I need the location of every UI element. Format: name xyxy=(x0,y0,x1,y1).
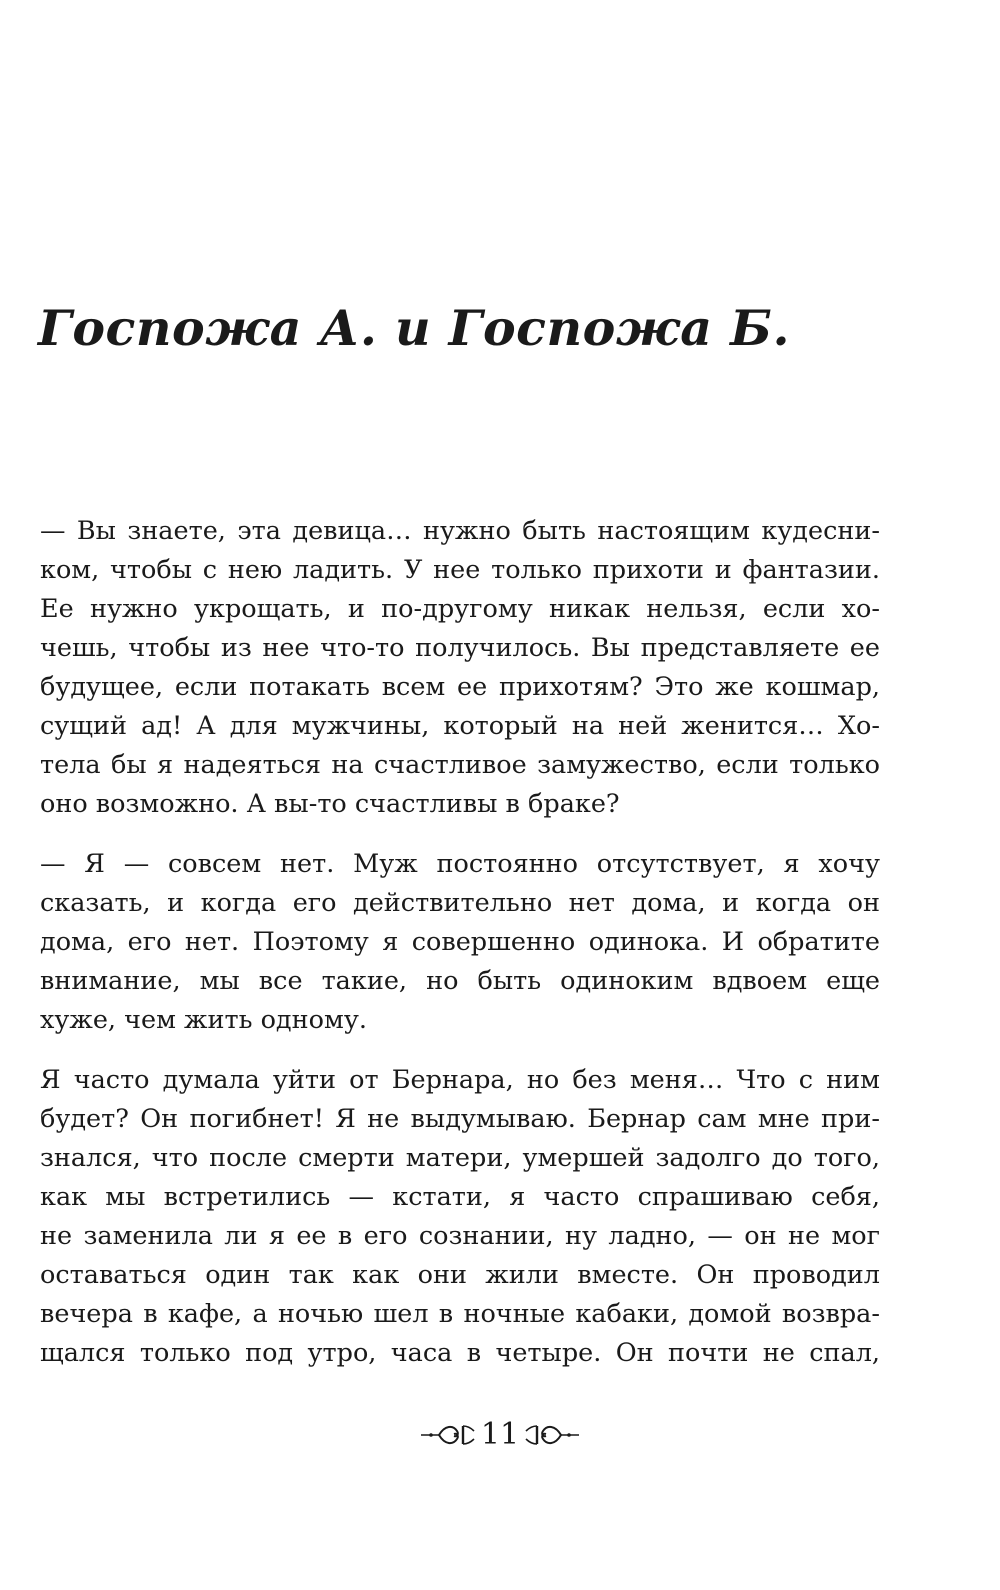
text-line: не заменила ли я ее в его сознании, ну ладно, — он не мог xyxy=(40,1221,880,1251)
chapter-title: Госпожа А. и Госпожа Б. xyxy=(38,299,791,357)
text-line: Я часто думала уйти от Бернара, но без меня… Что с ним xyxy=(40,1065,880,1095)
text-line: ком, чтобы с нею ладить. У нее только прихоти и фантазии. xyxy=(40,555,880,585)
text-line: будет? Он погибнет! Я не выдумываю. Бернар сам мне при- xyxy=(40,1104,880,1134)
text-line: сказать, и когда его действительно нет дома, и когда он xyxy=(40,888,880,918)
text-line: знался, что после смерти матери, умершей задолго до того, xyxy=(40,1143,880,1173)
text-line: вечера в кафе, а ночью шел в ночные кабаки, домой возвра- xyxy=(40,1299,880,1329)
text-line: оно возможно. А вы-то счастливы в браке? xyxy=(40,789,620,819)
text-line: хуже, чем жить одному. xyxy=(40,1005,367,1035)
page-footer xyxy=(0,1410,1000,1460)
text-line: сущий ад! А для мужчины, который на ней женится… Хо- xyxy=(40,711,880,741)
text-line: внимание, мы все такие, но быть одиноким вдвоем еще xyxy=(40,966,880,996)
text-line: как мы встретились — кстати, я часто спрашиваю себя, xyxy=(40,1182,880,1212)
paragraph xyxy=(40,845,880,1040)
text-line: — Вы знаете, эта девица… нужно быть настоящим кудесни- xyxy=(40,516,880,546)
flourish-right-icon xyxy=(521,1420,581,1450)
text-line: чешь, чтобы из нее что-то получилось. Вы представляете ее xyxy=(40,633,880,663)
body-text xyxy=(40,512,880,1394)
text-line: Ее нужно укрощать, и по-другому никак нельзя, если хо- xyxy=(40,594,880,624)
text-line: дома, его нет. Поэтому я совершенно одинока. И обратите xyxy=(40,927,880,957)
paragraph xyxy=(40,512,880,824)
text-line: тела бы я надеяться на счастливое замужество, если только xyxy=(40,750,880,780)
text-line: оставаться один так как они жили вместе. Он проводил xyxy=(40,1260,880,1290)
text-line: — Я — совсем нет. Муж постоянно отсутствует, я хочу xyxy=(40,849,880,879)
flourish-left-icon xyxy=(419,1420,479,1450)
text-line: будущее, если потакать всем ее прихотям? Это же кошмар, xyxy=(40,672,880,702)
text-line: щался только под утро, часа в четыре. Он почти не спал, xyxy=(40,1338,880,1368)
page-number: 11 xyxy=(480,1417,520,1452)
paragraph xyxy=(40,1061,880,1373)
